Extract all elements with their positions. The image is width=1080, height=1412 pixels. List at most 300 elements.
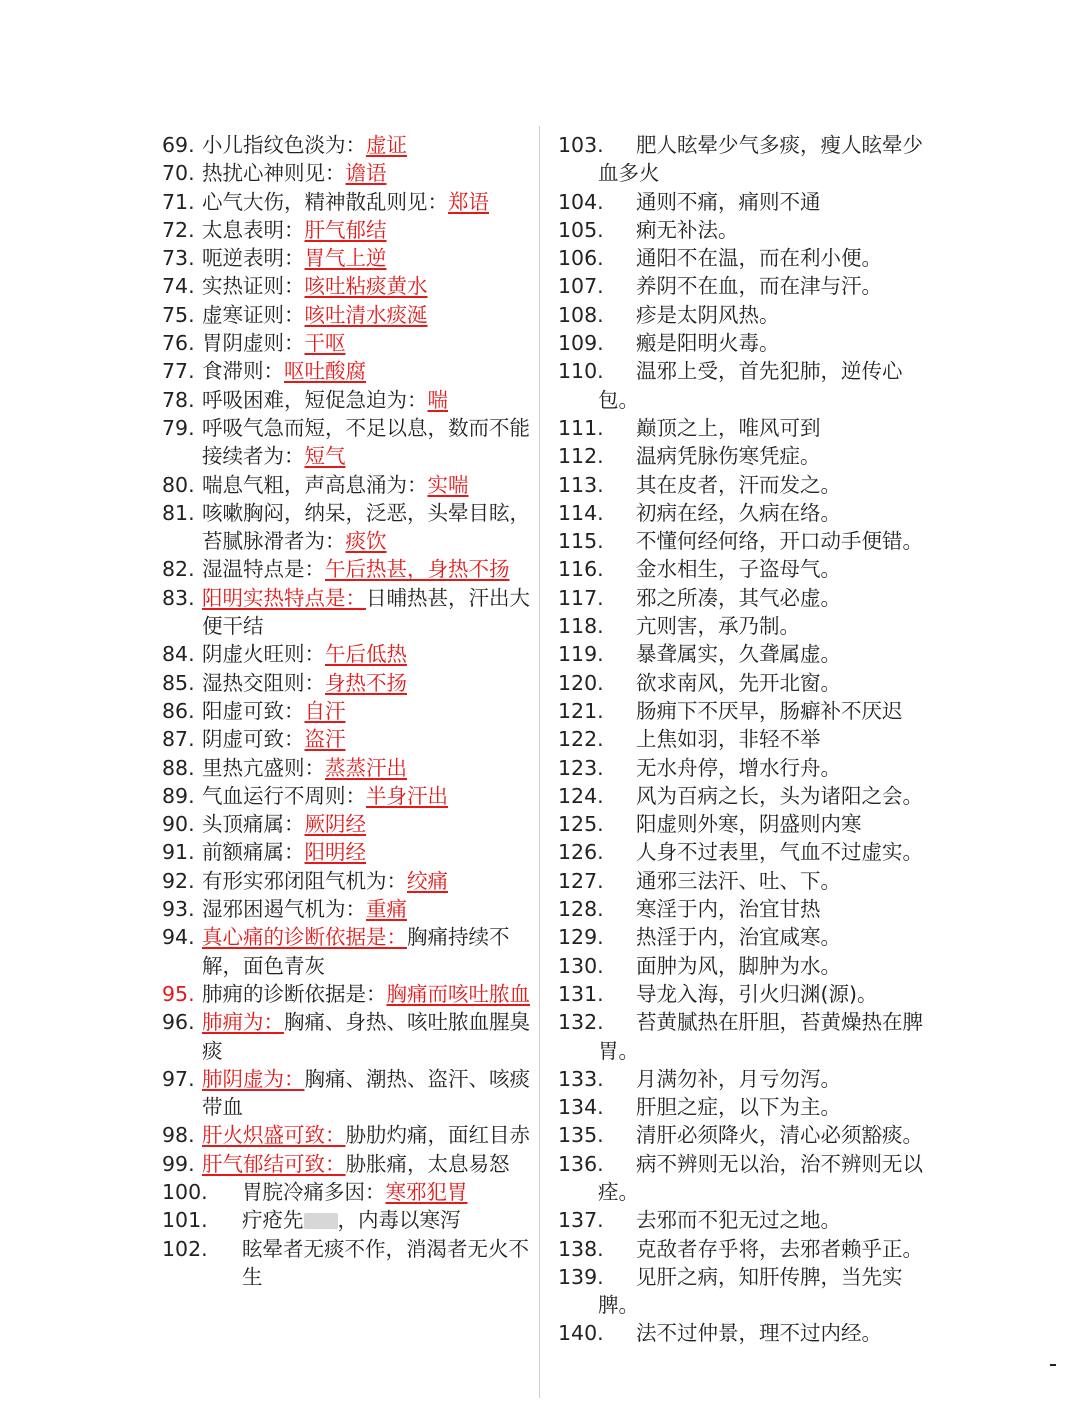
text-segment: 有形实邪闭阻气机为： xyxy=(202,868,407,893)
text-segment: 温病凭脉伤寒凭症。 xyxy=(636,444,821,469)
list-item xyxy=(558,1008,938,1065)
list-item xyxy=(162,895,534,923)
item-text xyxy=(202,754,532,782)
item-number: 105. xyxy=(558,217,604,242)
text-segment: 克敌者存乎将，去邪者赖乎正。 xyxy=(636,1236,923,1261)
list-item xyxy=(558,131,938,188)
list-item xyxy=(558,555,938,583)
list-item xyxy=(162,923,534,980)
list-item xyxy=(558,867,938,895)
item-text xyxy=(636,980,938,1008)
item-text xyxy=(636,923,938,951)
list-item xyxy=(558,216,938,244)
list-item xyxy=(558,357,938,414)
list-item xyxy=(558,810,938,838)
item-number: 99. xyxy=(162,1151,195,1176)
item-number: 82. xyxy=(162,557,195,582)
text-segment: 食滞则： xyxy=(202,359,284,384)
text-segment: 疔疮先 xyxy=(242,1208,304,1233)
text-segment: 湿热交阻则： xyxy=(202,670,325,695)
list-item xyxy=(162,414,534,471)
item-text xyxy=(636,952,938,980)
item-text xyxy=(202,697,532,725)
list-item xyxy=(162,1008,534,1065)
list-item xyxy=(162,471,534,499)
list-item xyxy=(558,1150,938,1207)
item-text xyxy=(636,782,938,810)
item-text xyxy=(202,131,532,159)
item-number: 80. xyxy=(162,472,195,497)
item-number: 69. xyxy=(162,133,195,157)
item-text xyxy=(202,1121,532,1149)
text-segment: 面肿为风，脚肿为水。 xyxy=(636,953,841,978)
highlighted-answer: 干呕 xyxy=(304,331,346,356)
text-segment: 阴虚火旺则： xyxy=(202,642,325,667)
item-number: 70. xyxy=(162,161,195,186)
item-number: 116. xyxy=(558,557,604,582)
item-text xyxy=(242,1178,532,1206)
item-number: 95. xyxy=(162,981,195,1006)
item-number: 83. xyxy=(162,585,195,610)
item-number: 125. xyxy=(558,812,604,837)
list-item xyxy=(558,952,938,980)
item-text xyxy=(202,499,532,556)
item-text xyxy=(636,555,938,583)
text-segment: 瘢是阳明火毒。 xyxy=(636,331,780,356)
item-number: 121. xyxy=(558,698,604,723)
highlighted-answer: 肝气郁结 xyxy=(304,217,387,242)
item-text xyxy=(202,725,532,753)
highlighted-answer: 蒸蒸汗出 xyxy=(325,755,407,780)
highlighted-answer: 真心痛的诊断依据是： xyxy=(202,925,407,950)
list-item xyxy=(558,471,938,499)
item-text xyxy=(242,1235,532,1292)
item-number: 107. xyxy=(558,274,604,299)
list-item xyxy=(558,980,938,1008)
text-segment: 呃逆表明： xyxy=(202,246,305,271)
text-segment: 头顶痛属： xyxy=(202,812,305,837)
item-text xyxy=(202,386,532,414)
item-number: 124. xyxy=(558,783,604,808)
item-text xyxy=(636,527,938,555)
list-item xyxy=(162,867,534,895)
text-segment: 巅顶之上，唯风可到 xyxy=(636,415,821,440)
list-item xyxy=(162,1065,534,1122)
item-number: 136. xyxy=(558,1151,604,1176)
text-segment: 实热证则： xyxy=(202,274,305,299)
item-text xyxy=(636,810,938,838)
item-text xyxy=(202,357,532,385)
text-segment: 导龙入海，引火归渊(源)。 xyxy=(636,981,878,1006)
text-segment: 疹是太阴风热。 xyxy=(636,302,780,327)
list-item xyxy=(558,1206,938,1234)
item-number: 112. xyxy=(558,444,604,469)
item-text xyxy=(636,414,938,442)
item-number: 75. xyxy=(162,302,195,327)
item-text xyxy=(636,272,938,300)
item-text xyxy=(636,1206,938,1234)
item-text xyxy=(636,1065,938,1093)
item-number: 120. xyxy=(558,670,604,695)
list-item xyxy=(162,584,534,641)
item-text xyxy=(202,471,532,499)
highlighted-answer: 重痛 xyxy=(366,897,407,922)
item-number: 108. xyxy=(558,302,604,327)
list-item xyxy=(558,1263,938,1320)
item-text xyxy=(202,584,532,641)
item-number: 87. xyxy=(162,727,195,752)
item-text xyxy=(636,1319,938,1347)
text-segment: 暴聋属实，久聋属虚。 xyxy=(636,642,841,667)
item-text xyxy=(202,810,532,838)
list-item xyxy=(558,584,938,612)
item-number: 72. xyxy=(162,217,195,242)
text-segment: 肝胆之症，以下为主。 xyxy=(636,1095,841,1120)
list-item xyxy=(162,329,534,357)
item-text xyxy=(202,272,532,300)
item-text xyxy=(636,640,938,668)
list-item xyxy=(558,1093,938,1121)
item-number: 79. xyxy=(162,415,195,440)
item-text xyxy=(202,923,532,980)
page-mark xyxy=(1050,1364,1056,1366)
text-segment: 呼吸气急而短，不足以息，数而不能接续者为： xyxy=(202,415,530,469)
text-segment: 太息表明： xyxy=(202,217,305,242)
text-segment: 气血运行不周则： xyxy=(202,783,366,808)
text-segment: 邪之所凑，其气必虚。 xyxy=(636,585,841,610)
item-number: 102. xyxy=(162,1236,208,1261)
text-segment: 胁胀痛，太息易怒 xyxy=(345,1151,510,1176)
item-number: 101. xyxy=(162,1208,208,1233)
item-number: 88. xyxy=(162,755,195,780)
list-item xyxy=(162,131,534,159)
text-segment: 上焦如羽，非轻不举 xyxy=(636,727,821,752)
item-text xyxy=(202,188,532,216)
list-item xyxy=(558,895,938,923)
item-text xyxy=(636,584,938,612)
text-segment: 湿邪困遏气机为： xyxy=(202,897,366,922)
item-text xyxy=(636,442,938,470)
item-text xyxy=(202,159,532,187)
item-text xyxy=(636,867,938,895)
highlighted-answer: 肺痈为： xyxy=(202,1010,284,1035)
text-segment: 咳嗽胸闷，纳呆，泛恶，头晕目眩，苔腻脉滑者为： xyxy=(202,500,530,554)
list-item xyxy=(162,272,534,300)
text-segment: 热扰心神则见： xyxy=(202,161,346,186)
text-segment: 无水舟停，增水行舟。 xyxy=(636,755,841,780)
text-segment: 苔黄腻热在肝胆，苔黄燥热在脾胃。 xyxy=(598,1010,923,1063)
text-segment: 人身不过表里，气血不过虚实。 xyxy=(636,840,923,865)
list-item xyxy=(558,442,938,470)
column-divider xyxy=(539,126,540,1398)
list-item xyxy=(558,1319,938,1347)
text-segment: 月满勿补，月亏勿泻。 xyxy=(636,1066,841,1091)
item-text xyxy=(636,754,938,782)
item-number: 138. xyxy=(558,1236,604,1261)
item-text xyxy=(636,838,938,866)
highlighted-answer: 郑语 xyxy=(448,189,489,214)
highlighted-answer: 咳吐清水痰涎 xyxy=(304,302,428,327)
highlighted-answer: 午后低热 xyxy=(325,642,407,667)
list-item xyxy=(162,980,534,1008)
highlighted-answer: 绞痛 xyxy=(407,868,448,893)
list-item xyxy=(162,1206,534,1234)
right-column xyxy=(558,131,938,1348)
highlighted-answer: 咳吐粘痰黄水 xyxy=(304,274,428,299)
list-item xyxy=(162,188,534,216)
list-item xyxy=(162,1150,534,1178)
item-number: 92. xyxy=(162,868,195,893)
item-text xyxy=(202,555,532,583)
item-number: 118. xyxy=(558,614,604,639)
item-text xyxy=(636,301,938,329)
item-number: 117. xyxy=(558,585,604,610)
highlighted-answer: 半身汗出 xyxy=(366,783,448,808)
list-item xyxy=(558,669,938,697)
list-item xyxy=(558,612,938,640)
text-segment: 胸痛持续不解，面色青灰 xyxy=(202,925,510,978)
item-number: 76. xyxy=(162,331,195,356)
highlighted-answer: 虚证 xyxy=(366,133,407,157)
item-text xyxy=(636,499,938,527)
item-text xyxy=(242,1206,532,1234)
highlighted-answer: 厥阴经 xyxy=(304,812,366,837)
item-number: 111. xyxy=(558,415,604,440)
item-text xyxy=(636,1235,938,1263)
item-text xyxy=(636,697,938,725)
item-text xyxy=(202,867,532,895)
item-number: 128. xyxy=(558,897,604,922)
left-column xyxy=(162,131,534,1291)
text-segment: 风为百病之长，头为诸阳之会。 xyxy=(636,783,923,808)
list-item xyxy=(558,329,938,357)
text-segment: 通邪三法汗、吐、下。 xyxy=(636,868,841,893)
item-number: 100. xyxy=(162,1179,208,1204)
item-text xyxy=(598,1008,938,1065)
item-number: 81. xyxy=(162,500,195,525)
item-text xyxy=(636,895,938,923)
text-segment: 不懂何经何络，开口动手便错。 xyxy=(636,529,923,554)
list-item xyxy=(558,272,938,300)
item-number: 103. xyxy=(558,133,604,157)
list-item xyxy=(162,244,534,272)
text-segment: 喘息气粗，声高息涌为： xyxy=(202,472,428,497)
item-number: 74. xyxy=(162,274,195,299)
highlighted-answer: 盗汗 xyxy=(304,727,346,752)
highlighted-answer: 呕吐酸腐 xyxy=(284,359,366,384)
text-segment: 金水相生，子盗母气。 xyxy=(636,557,841,582)
text-segment: 通阳不在温，而在利小便。 xyxy=(636,246,882,271)
item-number: 98. xyxy=(162,1123,195,1148)
text-segment: 病不辨则无以治，治不辨则无以痊。 xyxy=(598,1151,923,1204)
highlighted-answer: 阳明实热特点是： xyxy=(202,585,366,610)
text-segment: 肺痈的诊断依据是： xyxy=(202,981,387,1006)
item-number: 129. xyxy=(558,925,604,950)
item-text xyxy=(598,357,938,414)
list-item xyxy=(558,697,938,725)
item-number: 134. xyxy=(558,1095,604,1120)
item-number: 122. xyxy=(558,727,604,752)
list-item xyxy=(162,782,534,810)
list-item xyxy=(162,386,534,414)
item-text xyxy=(202,1008,532,1065)
highlighted-answer: 胃气上逆 xyxy=(304,246,387,271)
text-segment: 虚寒证则： xyxy=(202,302,305,327)
item-number: 126. xyxy=(558,840,604,865)
text-segment: 眩晕者无痰不作，消渴者无火不生 xyxy=(242,1236,529,1289)
item-number: 109. xyxy=(558,331,604,356)
list-item xyxy=(162,216,534,244)
item-number: 115. xyxy=(558,529,604,554)
item-text xyxy=(202,301,532,329)
item-text xyxy=(598,1150,938,1207)
item-number: 71. xyxy=(162,189,195,214)
item-number: 137. xyxy=(558,1208,604,1233)
item-number: 90. xyxy=(162,812,195,837)
list-item xyxy=(162,669,534,697)
item-text xyxy=(636,1093,938,1121)
list-item xyxy=(162,640,534,668)
text-segment: 肥人眩晕少气多痰，瘦人眩晕少血多火 xyxy=(598,133,923,186)
item-text xyxy=(202,782,532,810)
text-segment: 里热亢盛则： xyxy=(202,755,325,780)
item-number: 114. xyxy=(558,500,604,525)
list-item xyxy=(558,527,938,555)
list-item xyxy=(162,301,534,329)
list-item xyxy=(162,357,534,385)
item-number: 133. xyxy=(558,1066,604,1091)
item-text xyxy=(598,1263,938,1320)
item-number: 91. xyxy=(162,840,195,865)
list-item xyxy=(162,754,534,782)
redacted-mark xyxy=(304,1213,338,1229)
item-text xyxy=(598,131,938,188)
item-text xyxy=(636,471,938,499)
text-segment: 去邪而不犯无过之地。 xyxy=(636,1208,841,1233)
text-segment: 温邪上受，首先犯肺，逆传心包。 xyxy=(598,359,903,412)
item-number: 85. xyxy=(162,670,195,695)
item-number: 73. xyxy=(162,246,195,271)
text-segment: 肠痈下不厌早，肠癖补不厌迟 xyxy=(636,698,903,723)
item-number: 86. xyxy=(162,698,195,723)
text-segment: 胃脘冷痛多因： xyxy=(242,1179,386,1204)
text-segment: 胃阴虚则： xyxy=(202,331,305,356)
list-item xyxy=(162,697,534,725)
highlighted-answer: 短气 xyxy=(304,444,346,469)
item-number: 113. xyxy=(558,472,604,497)
item-number: 78. xyxy=(162,387,195,412)
text-segment: 胁肋灼痛，面红目赤 xyxy=(345,1123,530,1148)
text-segment: ，内毒以寒泻 xyxy=(337,1208,461,1233)
list-item xyxy=(558,782,938,810)
highlighted-answer: 身热不扬 xyxy=(325,670,407,695)
list-item xyxy=(162,1235,534,1292)
item-number: 94. xyxy=(162,925,195,950)
text-segment: 心气大伤，精神散乱则见： xyxy=(202,189,448,214)
item-number: 132. xyxy=(558,1010,604,1035)
item-text xyxy=(202,838,532,866)
item-number: 97. xyxy=(162,1066,195,1091)
list-item xyxy=(558,923,938,951)
item-number: 131. xyxy=(558,981,604,1006)
text-segment: 阴虚可致： xyxy=(202,727,305,752)
text-segment: 初病在经，久病在络。 xyxy=(636,500,841,525)
item-text xyxy=(202,640,532,668)
list-item xyxy=(558,838,938,866)
text-segment: 寒淫于内，治宜甘热 xyxy=(636,897,821,922)
text-segment: 养阴不在血，而在津与汗。 xyxy=(636,274,882,299)
text-segment: 小儿指纹色淡为： xyxy=(202,133,366,157)
item-number: 110. xyxy=(558,359,604,384)
item-text xyxy=(202,244,532,272)
text-segment: 痢无补法。 xyxy=(636,217,739,242)
text-segment: 通则不痛，痛则不通 xyxy=(636,189,821,214)
list-item xyxy=(162,1121,534,1149)
item-text xyxy=(636,188,938,216)
item-number: 140. xyxy=(558,1321,604,1346)
highlighted-answer: 实喘 xyxy=(427,472,469,497)
item-text xyxy=(202,329,532,357)
highlighted-answer: 午后热甚，身热不扬 xyxy=(325,557,510,582)
list-item xyxy=(162,555,534,583)
item-number: 84. xyxy=(162,642,195,667)
list-item xyxy=(162,159,534,187)
item-number: 119. xyxy=(558,642,604,667)
item-text xyxy=(636,612,938,640)
item-text xyxy=(636,669,938,697)
item-number: 93. xyxy=(162,897,195,922)
list-item xyxy=(558,754,938,782)
text-segment: 日晡热甚，汗出大便干结 xyxy=(202,585,530,639)
item-text xyxy=(636,244,938,272)
list-item xyxy=(558,725,938,753)
highlighted-answer: 自汗 xyxy=(304,698,346,723)
item-text xyxy=(202,1065,532,1122)
item-number: 106. xyxy=(558,246,604,271)
list-item xyxy=(558,1235,938,1263)
highlighted-answer: 肺阴虚为： xyxy=(202,1066,305,1091)
list-item xyxy=(558,244,938,272)
list-item xyxy=(162,725,534,753)
item-text xyxy=(202,980,532,1008)
list-item xyxy=(162,810,534,838)
highlighted-answer: 肝气郁结可致： xyxy=(202,1151,346,1176)
item-text xyxy=(202,669,532,697)
text-segment: 湿温特点是： xyxy=(202,557,325,582)
list-item xyxy=(558,499,938,527)
item-number: 77. xyxy=(162,359,195,384)
item-text xyxy=(202,1150,532,1178)
list-item xyxy=(162,1178,534,1206)
text-segment: 胸痛、身热、咳吐脓血腥臭痰 xyxy=(202,1010,530,1063)
text-segment: 阳虚则外寒，阴盛则内寒 xyxy=(636,812,862,837)
text-segment: 欲求南风，先开北窗。 xyxy=(636,670,841,695)
text-segment: 清肝必须降火，清心必须豁痰。 xyxy=(636,1123,923,1148)
item-text xyxy=(636,329,938,357)
item-text xyxy=(636,725,938,753)
item-number: 89. xyxy=(162,783,195,808)
list-item xyxy=(558,301,938,329)
text-segment: 其在皮者，汗而发之。 xyxy=(636,472,841,497)
highlighted-answer: 谵语 xyxy=(345,161,387,186)
item-text xyxy=(636,216,938,244)
list-item xyxy=(558,188,938,216)
text-segment: 热淫于内，治宜咸寒。 xyxy=(636,925,841,950)
item-number: 123. xyxy=(558,755,604,780)
item-number: 127. xyxy=(558,868,604,893)
highlighted-answer: 阳明经 xyxy=(304,840,366,865)
text-segment: 亢则害，承乃制。 xyxy=(636,614,800,639)
